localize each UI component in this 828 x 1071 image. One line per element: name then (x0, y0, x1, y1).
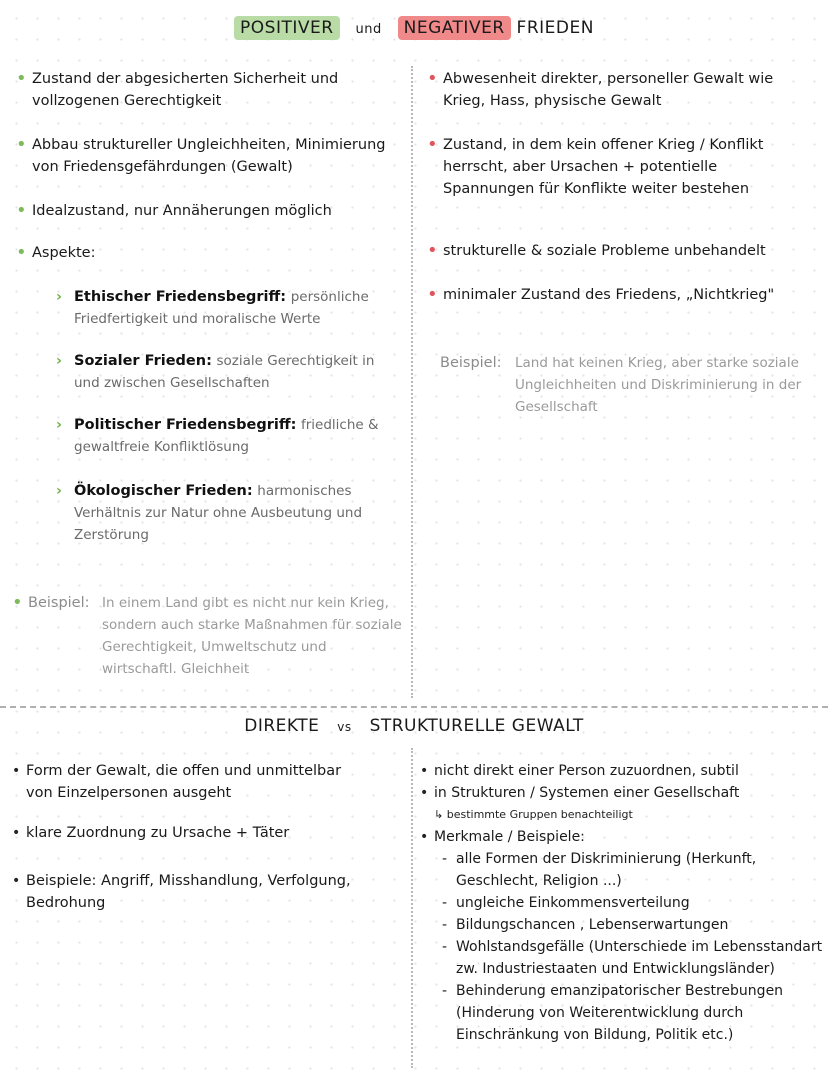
feature-item: - ungleiche Einkommensverteilung (442, 895, 690, 911)
feature-item: - alle Formen der Diskriminierung (Herkunft, Geschlecht, Religion ...) (442, 851, 757, 889)
negative-item: • minimaler Zustand des Friedens, „Nichtkrieg" (443, 284, 823, 306)
aspect-term: Ökologischer Frieden: (74, 483, 253, 499)
positive-highlight: POSITIVER (234, 16, 340, 40)
chevron-right-icon: › (56, 417, 62, 433)
negative-item: • strukturelle & soziale Probleme unbehandelt (443, 240, 823, 262)
chevron-right-icon: › (56, 353, 62, 369)
title-direct: DIREKTE (244, 716, 320, 736)
direct-item: • klare Zuordnung zu Ursache + Täter (26, 822, 386, 844)
aspect-desc: friedliche & gewaltfreie Konfliktlösung (74, 417, 379, 455)
positive-item: • Idealzustand, nur Annäherungen möglich (32, 200, 402, 222)
aspect-item (56, 480, 404, 546)
direct-item: • Form der Gewalt, die offen und unmittelbar von Einzelpersonen ausgeht (26, 760, 366, 804)
structural-item: • in Strukturen / Systemen einer Gesellschaft (434, 782, 824, 804)
column-divider-top (411, 66, 413, 698)
aspect-term: Sozialer Frieden: (74, 353, 212, 369)
feature-item: - Behinderung emanzipatorischer Bestrebungen (Hinderung von Weiterentwicklung durch Einschränkung von Bildung, Politik etc.) (442, 983, 784, 1043)
section-title (0, 716, 828, 736)
chevron-right-icon: › (56, 289, 62, 305)
page-title (0, 18, 828, 38)
aspect-item (56, 286, 399, 330)
positive-item: • Zustand der abgesicherten Sicherheit und vollzogenen Gerechtigkeit (32, 68, 402, 112)
direct-item: • Beispiele: Angriff, Misshandlung, Verfolgung, Bedrohung (26, 870, 386, 914)
positive-item: • Abbau struktureller Ungleichheiten, Minimierung von Friedensgefährdungen (Gewalt) (32, 134, 407, 178)
aspect-desc: harmonisches Verhältnis zur Natur ohne Ausbeutung und Zerstörung (74, 483, 363, 543)
aspect-desc: persönliche Friedfertigkeit und moralische Werte (74, 289, 369, 327)
negative-highlight: NEGATIVER (398, 16, 511, 40)
column-divider-bottom (411, 748, 413, 1068)
aspect-desc: soziale Gerechtigkeit in und zwischen Gesellschaften (74, 353, 375, 391)
aspect-item (56, 350, 399, 394)
aspect-item (56, 414, 399, 458)
title-structural: STRUKTURELLE GEWALT (369, 716, 584, 736)
aspect-term: Ethischer Friedensbegriff: (74, 289, 287, 305)
title-vs: vs (337, 720, 352, 734)
section-divider (0, 706, 828, 708)
positive-example-label: • Beispiel: (28, 592, 108, 614)
structural-item: • nicht direkt einer Person zuzuordnen, subtil (434, 760, 824, 782)
aspect-term: Politischer Friedensbegriff: (74, 417, 297, 433)
chevron-right-icon: › (56, 483, 62, 499)
feature-item: - Bildungschancen , Lebenserwartungen (442, 917, 729, 933)
negative-item: • Zustand, in dem kein offener Krieg / Konflikt herrscht, aber Ursachen + potentielle Spannungen für Konflikte weiter bestehen (443, 134, 813, 200)
feature-item: - Wohlstandsgefälle (Unterschiede im Lebensstandart zw. Industriestaaten und Entwicklungsländer) (442, 939, 823, 977)
negative-example-label: Beispiel: (440, 355, 502, 371)
title-rest: FRIEDEN (516, 18, 594, 38)
positive-item: • Aspekte: (32, 242, 402, 264)
negative-example-text: Land hat keinen Krieg, aber starke soziale Ungleichheiten und Diskriminierung in der Gesellschaft (515, 355, 802, 415)
positive-example-text: In einem Land gibt es nicht nur kein Krieg, sondern auch starke Maßnahmen für soziale Gerechtigkeit, Umweltschutz und wirtschaftl. Gleichheit (102, 595, 402, 677)
negative-item: • Abwesenheit direkter, personeller Gewalt wie Krieg, Hass, physische Gewalt (443, 68, 813, 112)
features-label: • Merkmale / Beispiele: (434, 826, 824, 848)
structural-sub-arrow: ↳ bestimmte Gruppen benachteiligt (434, 808, 633, 821)
title-connector: und (355, 22, 382, 37)
